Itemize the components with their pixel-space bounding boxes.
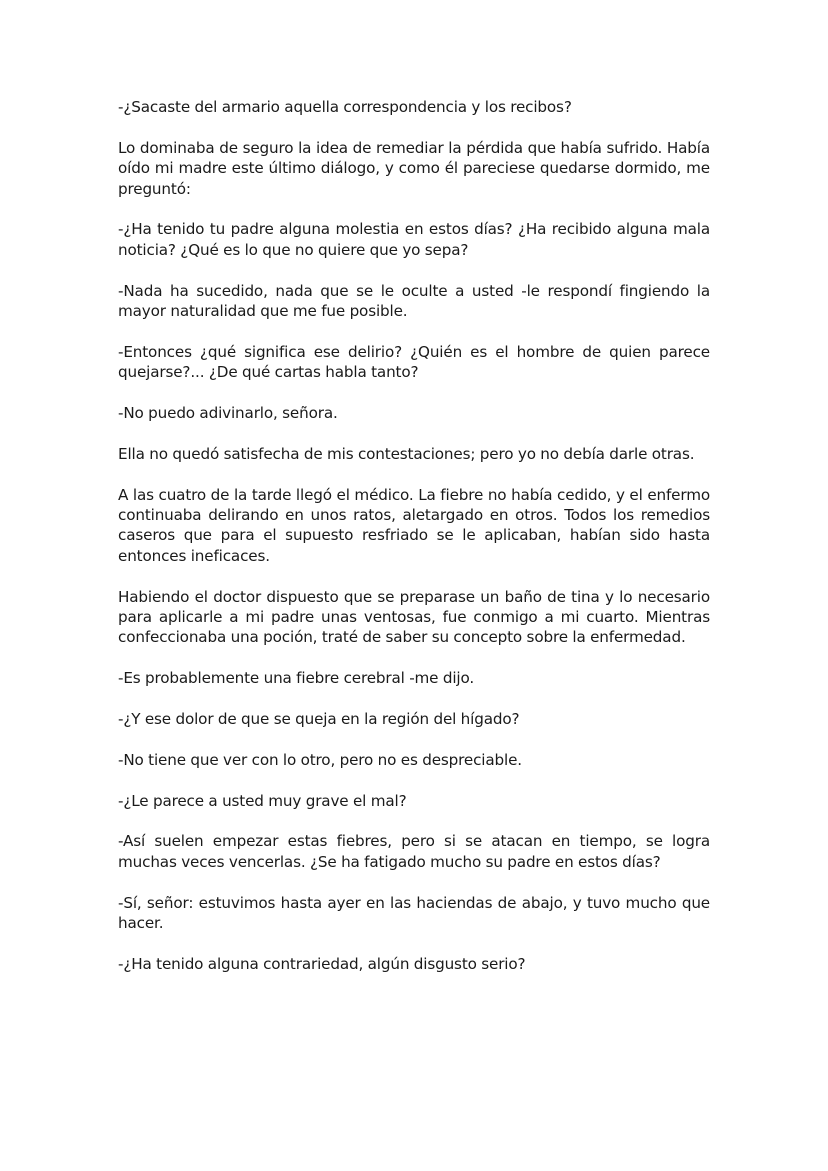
paragraph-16: -¿Ha tenido alguna contrariedad, algún disgusto serio? (118, 954, 526, 973)
paragraph-10: -Es probablemente una fiebre cerebral -me dijo. (118, 669, 475, 688)
paragraph-14: -Así suelen empezar estas fiebres, pero si se atacan en tiempo, se logra muchas veces vencerlas. ¿Se ha fatigado mucho su padre en estos días? (118, 832, 710, 871)
paragraph-2: Lo dominaba de seguro la idea de remediar la pérdida que había sufrido. Había oído mi madre este último diálogo, y como él pareciese quedarse dormido, me preguntó: (118, 138, 710, 198)
paragraph-8: A las cuatro de la tarde llegó el médico. La fiebre no había cedido, y el enfermo continuaba delirando en unos ratos, aletargado en otros. Todos los remedios caseros que para el supuesto resfriado se le aplicaban, habían sido hasta entonces ineficaces. (118, 485, 710, 565)
paragraph-4: -Nada ha sucedido, nada que se le oculte a usted -le respondí fingiendo la mayor naturalidad que me fue posible. (118, 281, 710, 321)
paragraph-11: -¿Y ese dolor de que se queja en la región del hígado? (118, 710, 520, 729)
paragraph-7: Ella no quedó satisfecha de mis contestaciones; pero yo no debía darle otras. (118, 444, 695, 463)
paragraph-15: -Sí, señor: estuvimos hasta ayer en las haciendas de abajo, y tuvo mucho que hacer. (118, 893, 710, 933)
document-body (118, 97, 710, 974)
paragraph-1: -¿Sacaste del armario aquella correspondencia y los recibos? (118, 98, 572, 116)
paragraph-13: -¿Le parece a usted muy grave el mal? (118, 791, 407, 810)
paragraph-6: -No puedo adivinarlo, señora. (118, 404, 338, 423)
paragraph-12: -No tiene que ver con lo otro, pero no es despreciable. (118, 750, 522, 769)
paragraph-5: -Entonces ¿qué significa ese delirio? ¿Quién es el hombre de quien parece quejarse?... ¿De qué cartas habla tanto? (118, 342, 710, 382)
paragraph-9: Habiendo el doctor dispuesto que se preparase un baño de tina y lo necesario para aplicarle a mi padre unas ventosas, fue conmigo a mi cuarto. Mientras confeccionaba una poción, traté de saber su concepto sobre la enfermedad. (118, 587, 710, 647)
paragraph-3: -¿Ha tenido tu padre alguna molestia en estos días? ¿Ha recibido alguna mala noticia? ¿Qué es lo que no quiere que yo sepa? (118, 220, 710, 259)
